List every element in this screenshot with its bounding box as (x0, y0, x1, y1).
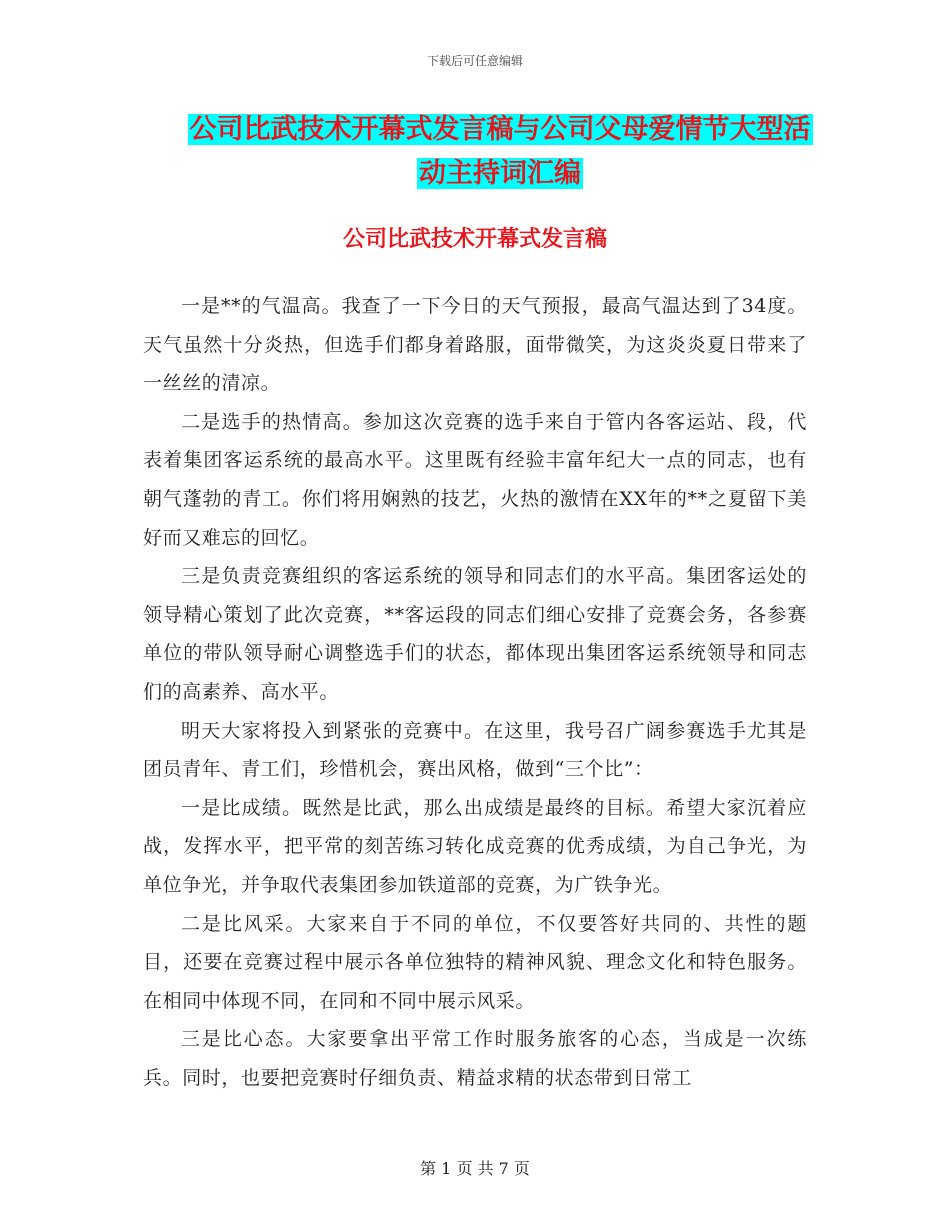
page-footer: 第 1 页 共 7 页 (420, 1159, 530, 1178)
document-title (140, 108, 860, 196)
paragraph-7: 三是比心态。大家要拿出平常工作时服务旅客的心态，当成是一次练兵。同时，也要把竞赛时仔细负责、精益求精的状态带到日常工 (143, 1028, 807, 1089)
paragraph-1: 一是**的气温高。我查了一下今日的天气预报，最高气温达到了34度。天气虽然十分炎热，但选手们都身着路服，面带微笑，为这炎炎夏日带来了一丝丝的清凉。 (143, 295, 807, 395)
paragraph-6: 二是比风采。大家来自于不同的单位，不仅要答好共同的、共性的题目，还要在竞赛过程中展示各单位独特的精神风貌、理念文化和特色服务。在相同中体现不同，在同和不同中展示风采。 (143, 912, 807, 1012)
paragraph-2: 二是选手的热情高。参加这次竞赛的选手来自于管内各客运站、段，代表着集团客运系统的最高水平。这里既有经验丰富年纪大一点的同志，也有朝气蓬勃的青工。你们将用娴熟的技艺，火热的激情在XX年的**之夏留下美好而又难忘的回忆。 (143, 410, 807, 549)
page-header-note: 下载后可任意编辑 (426, 54, 523, 68)
document-body (143, 287, 807, 1097)
document-title-line-1: 公司比武技术开幕式发言稿与公司父母爱情节大型活 (189, 114, 811, 145)
paragraph-4: 明天大家将投入到紧张的竞赛中。在这里，我号召广阔参赛选手尤其是团员青年、青工们，珍惜机会，赛出风格，做到“三个比”： (143, 719, 807, 781)
document-title-line-2: 动主持词汇编 (419, 158, 581, 189)
paragraph-3: 三是负责竞赛组织的客运系统的领导和同志们的水平高。集团客运处的领导精心策划了此次竞赛，**客运段的同志们细心安排了竞赛会务，各参赛单位的带队领导耐心调整选手们的状态，都体现出集团客运系统领导和同志们的高素养、高水平。 (143, 565, 807, 703)
section-title: 公司比武技术开幕式发言稿 (342, 227, 607, 252)
paragraph-5: 一是比成绩。既然是比武，那么出成绩是最终的目标。希望大家沉着应战，发挥水平，把平常的刻苦练习转化成竞赛的优秀成绩，为自己争光，为单位争光，并争取代表集团参加铁道部的竞赛，为广铁争光。 (143, 796, 807, 896)
